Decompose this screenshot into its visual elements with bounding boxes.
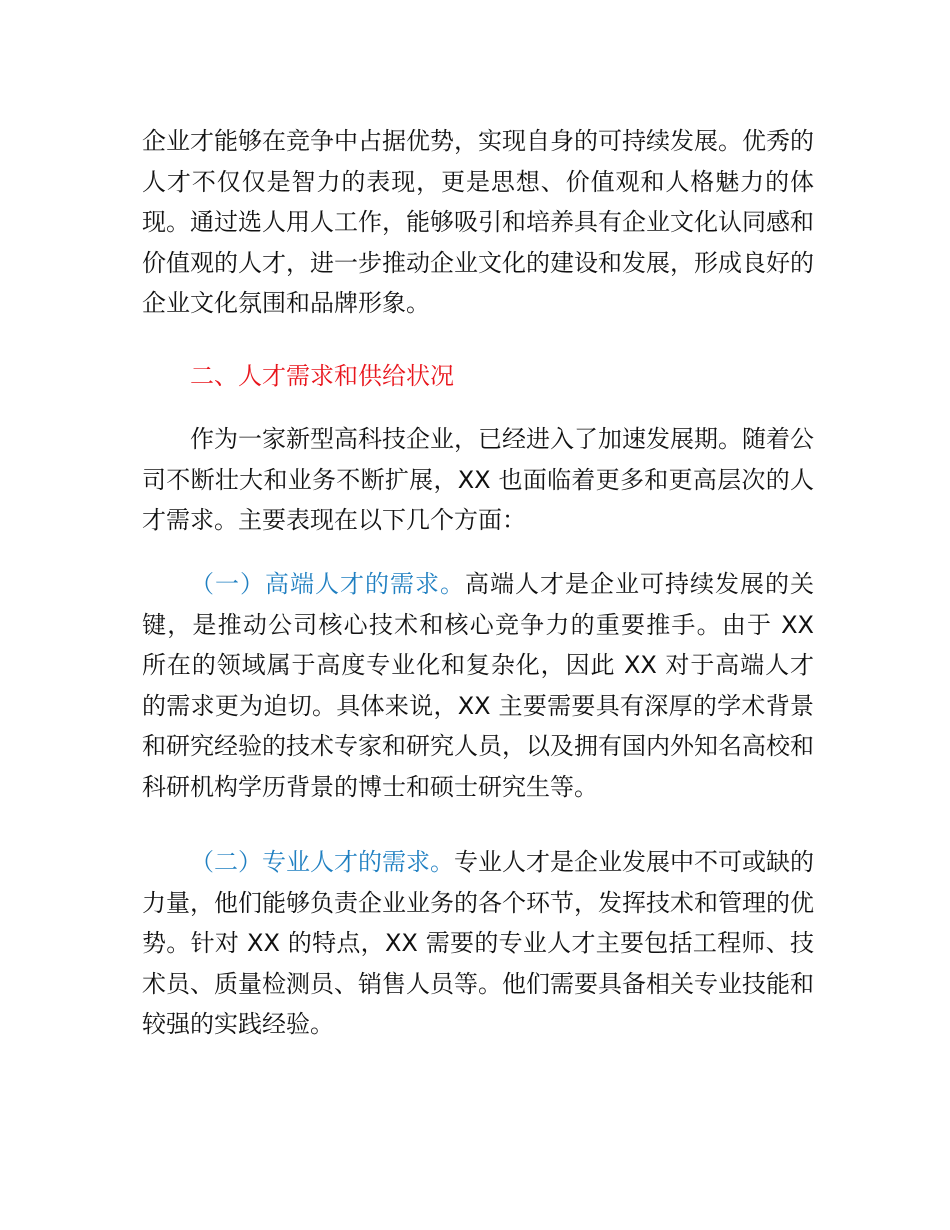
- subheading-professional-talent: （二）专业人才的需求。: [190, 848, 454, 876]
- paragraph-enterprise-culture: 企业才能够在竞争中占据优势，实现自身的可持续发展。优秀的人才不仅仅是智力的表现，更是思想、价值观和人格魅力的体现。通过选人用人工作，能够吸引和培养具有企业文化认同感和价值观的人才，进一步推动企业文化的建设和发展，形成良好的企业文化氛围和品牌形象。: [142, 127, 814, 318]
- subheading-high-end-talent: （一）高端人才的需求。: [190, 570, 465, 598]
- section-heading-talent-supply-demand: 二、人才需求和供给状况: [190, 362, 454, 390]
- paragraph-professional-talent: [142, 842, 814, 1045]
- paragraph-high-end-talent: [142, 564, 814, 808]
- paragraph-high-end-talent-body: 高端人才是企业可持续发展的关键，是推动公司核心技术和核心竞争力的重要推手。由于 XX 所在的领域属于高度专业化和复杂化，因此 XX 对于高端人才的需求更为迫切。具体来说，XX 主要需要具有深厚的学术背景和研究经验的技术专家和研究人员，以及拥有国内外知名高校和科研机构学历背景的博士和硕士研究生等。: [142, 570, 814, 801]
- paragraph-talent-demand-intro: 作为一家新型高科技企业，已经进入了加速发展期。随着公司不断壮大和业务不断扩展，XX 也面临着更多和更高层次的人才需求。主要表现在以下几个方面：: [142, 425, 814, 535]
- paragraph-professional-talent-body: 专业人才是企业发展中不可或缺的力量，他们能够负责企业业务的各个环节，发挥技术和管理的优势。针对 XX 的特点，XX 需要的专业人才主要包括工程师、技术员、质量检测员、销售人员等。他们需要具备相关专业技能和较强的实践经验。: [142, 848, 814, 1039]
